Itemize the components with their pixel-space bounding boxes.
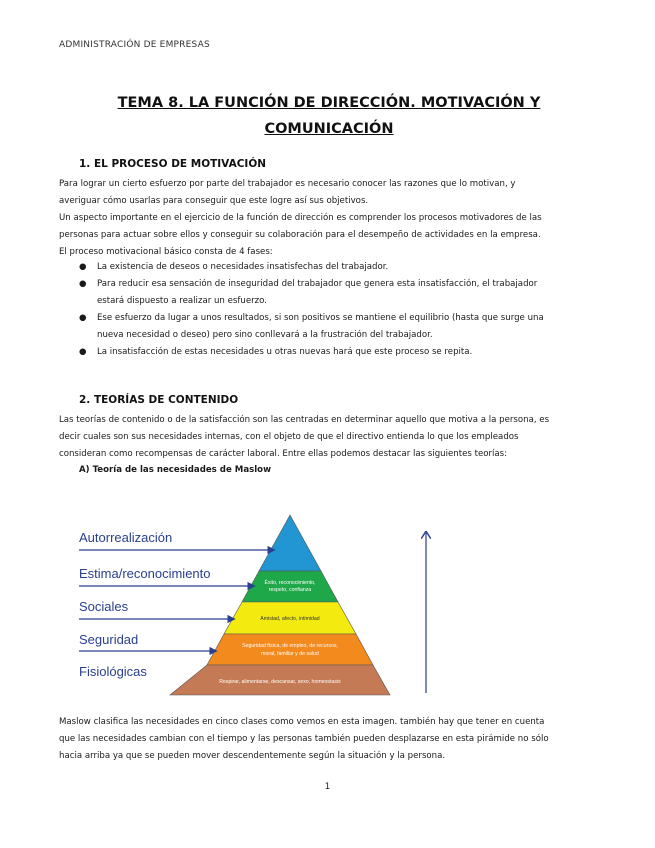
section-2-line-2: decir cuales son sus necesidades internas, con el objeto de que el directivo entienda lo que los empleados (59, 432, 519, 442)
closing-line-2: que las necesidades cambian con el tiempo y las personas también pueden desplazarse en esta pirámide no sólo (59, 734, 549, 744)
closing-line-1: Maslow clasifica las necesidades en cinco clases como vemos en esta imagen. también hay que tener en cuenta (59, 717, 545, 727)
label-sociales: Sociales (79, 599, 129, 614)
section-1-heading: 1. EL PROCESO DE MOTIVACIÓN (79, 158, 267, 170)
page-title-line-1: TEMA 8. LA FUNCIÓN DE DIRECCIÓN. MOTIVACIÓN Y (117, 95, 541, 111)
bullet-3-line-1: Ese esfuerzo da lugar a unos resultados, si son positivos se mantiene el equilibrio (hasta que surge una (97, 313, 544, 323)
bullet-2-line-1: Para reducir esa sensación de inseguridad del trabajador que genera esta insatisfacción, el trabajador (97, 279, 538, 289)
bullet-3-line-2: nueva necesidad o deseo) pero sino conllevará a la frustración del trabajador. (97, 330, 433, 340)
label-estima: Estima/reconocimiento (79, 566, 211, 581)
section-2-line-3: consideran como recompensas de carácter laboral. Entre ellas podemos destacar las siguientes teorías: (59, 449, 508, 459)
label-seguridad: Seguridad (79, 632, 139, 647)
page-header: ADMINISTRACIÓN DE EMPRESAS (59, 40, 210, 50)
label-autorrealizacion: Autorrealización (79, 530, 173, 545)
section-1-line-4: personas para actuar sobre ellos y conseguir su colaboración para el desempeño de actividades en la empresa. (59, 230, 541, 240)
pyramid-tier-seguridad (207, 634, 373, 665)
section-1-line-3: Un aspecto importante en el ejercicio de la función de dirección es comprender los procesos motivadores de las (59, 213, 542, 223)
page-title-line-2: COMUNICACIÓN (264, 121, 394, 137)
label-fisiologicas: Fisiológicas (79, 664, 147, 679)
bullet-marker: ● (79, 279, 87, 289)
page-number: 1 (324, 782, 331, 792)
pyramid-tier-autorrealizacion (259, 515, 321, 571)
bullet-1-line-1: La existencia de deseos o necesidades insatisfechas del trabajador. (97, 262, 389, 272)
section-1-line-5: El proceso motivacional básico consta de 4 fases: (59, 247, 273, 257)
bullet-4-line-1: La insatisfacción de estas necesidades u otras nuevas hará que este proceso se repita. (97, 347, 473, 357)
section-1-line-2: averiguar cómo usarlas para conseguir que este logre así sus objetivos. (59, 196, 369, 206)
tier-text-sociales: Amistad, afecto, intimidad (260, 616, 320, 622)
subsection-a-heading: A) Teoría de las necesidades de Maslow (79, 465, 272, 475)
section-1-line-1: Para lograr un cierto esfuerzo por parte del trabajador es necesario conocer las razones que lo motivan, y (59, 179, 516, 189)
section-2-line-1: Las teorías de contenido o de la satisfacción son las centradas en determinar aquello que motiva a la persona, es (59, 415, 550, 425)
section-2-heading: 2. TEORÍAS DE CONTENIDO (79, 394, 239, 406)
tier-text-estima-2: respeto, confianza (268, 587, 312, 593)
maslow-pyramid-figure (70, 505, 460, 705)
tier-text-fisiologicas: Respirar, alimentarse, descansar, sexo, homeostasis (219, 679, 341, 685)
bullet-2-line-2: estará dispuesto a realizar un esfuerzo. (97, 296, 268, 306)
bullet-marker: ● (79, 347, 87, 357)
tier-text-estima-1: Éxito, reconocimiento, (264, 580, 316, 586)
closing-line-3: hacia arriba ya que se pueden mover descendentemente según la situación y la persona. (59, 751, 446, 761)
bullet-marker: ● (79, 262, 87, 272)
tier-text-seguridad-1: Seguridad física, de empleo, de recursos, (242, 643, 338, 649)
tier-text-seguridad-2: moral, familiar y de salud (261, 651, 319, 657)
bullet-marker: ● (79, 313, 87, 323)
